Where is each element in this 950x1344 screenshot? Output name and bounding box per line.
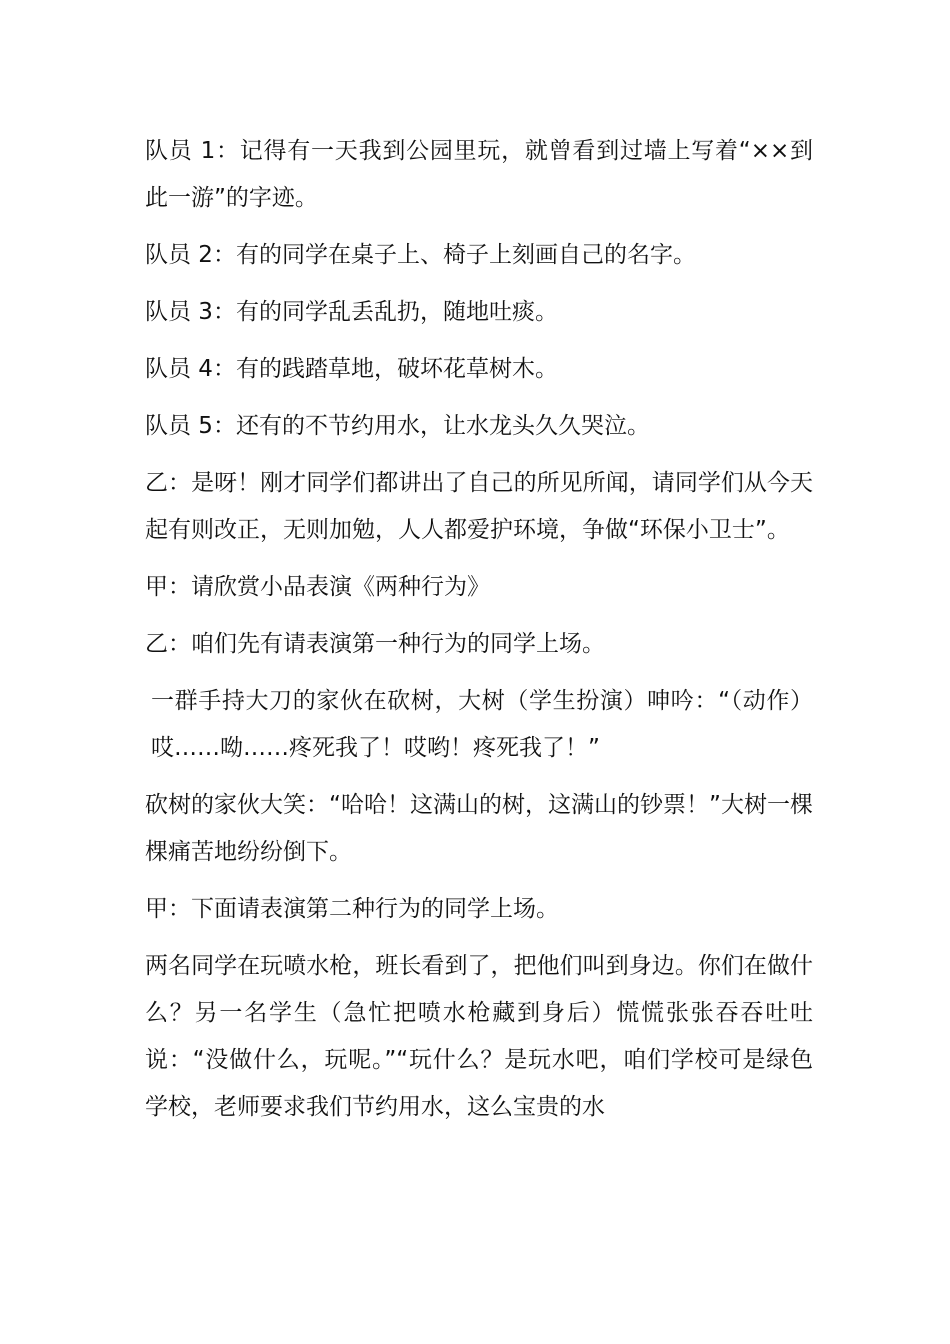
paragraph-1: 队员 1：记得有一天我到公园里玩，就曾看到过墙上写着“××到此一游”的字迹。: [145, 138, 813, 211]
paragraph-3: 队员 3：有的同学乱丢乱扔，随地吐痰。: [145, 299, 558, 325]
paragraph-10: 砍树的家伙大笑：“哈哈！这满山的树，这满山的钞票！”大树一棵棵痛苦地纷纷倒下。: [145, 792, 813, 865]
paragraph-9: 一群手持大刀的家伙在砍树，大树（学生扮演）呻吟：“（动作）哎……呦……疼死我了！哎哟！疼死我了！”: [151, 688, 813, 761]
paragraph-4: 队员 4：有的践踏草地，破坏花草树木。: [145, 356, 558, 382]
paragraph-5: 队员 5：还有的不节约用水，让水龙头久久哭泣。: [145, 413, 650, 439]
paragraph-6: 乙：是呀！刚才同学们都讲出了自己的所见所闻，请同学们从今天起有则改正，无则加勉，人人都爱护环境，争做“环保小卫士”。: [145, 470, 813, 543]
paragraph-2: 队员 2：有的同学在桌子上、椅子上刻画自己的名字。: [145, 242, 696, 268]
paragraph-11: 甲：下面请表演第二种行为的同学上场。: [145, 896, 559, 922]
paragraph-7: 甲：请欣赏小品表演《两种行为》: [145, 574, 490, 600]
paragraph-8: 乙：咱们先有请表演第一种行为的同学上场。: [145, 631, 605, 657]
paragraph-12: 两名同学在玩喷水枪，班长看到了，把他们叫到身边。你们在做什么？另一名学生（急忙把喷水枪藏到身后）慌慌张张吞吞吐吐说：“没做什么，玩呢。”“玩什么？是玩水吧，咱们学校可是绿色学校，老师要求我们节约用水，这么宝贵的水: [145, 953, 813, 1120]
document-body: [145, 128, 813, 1141]
